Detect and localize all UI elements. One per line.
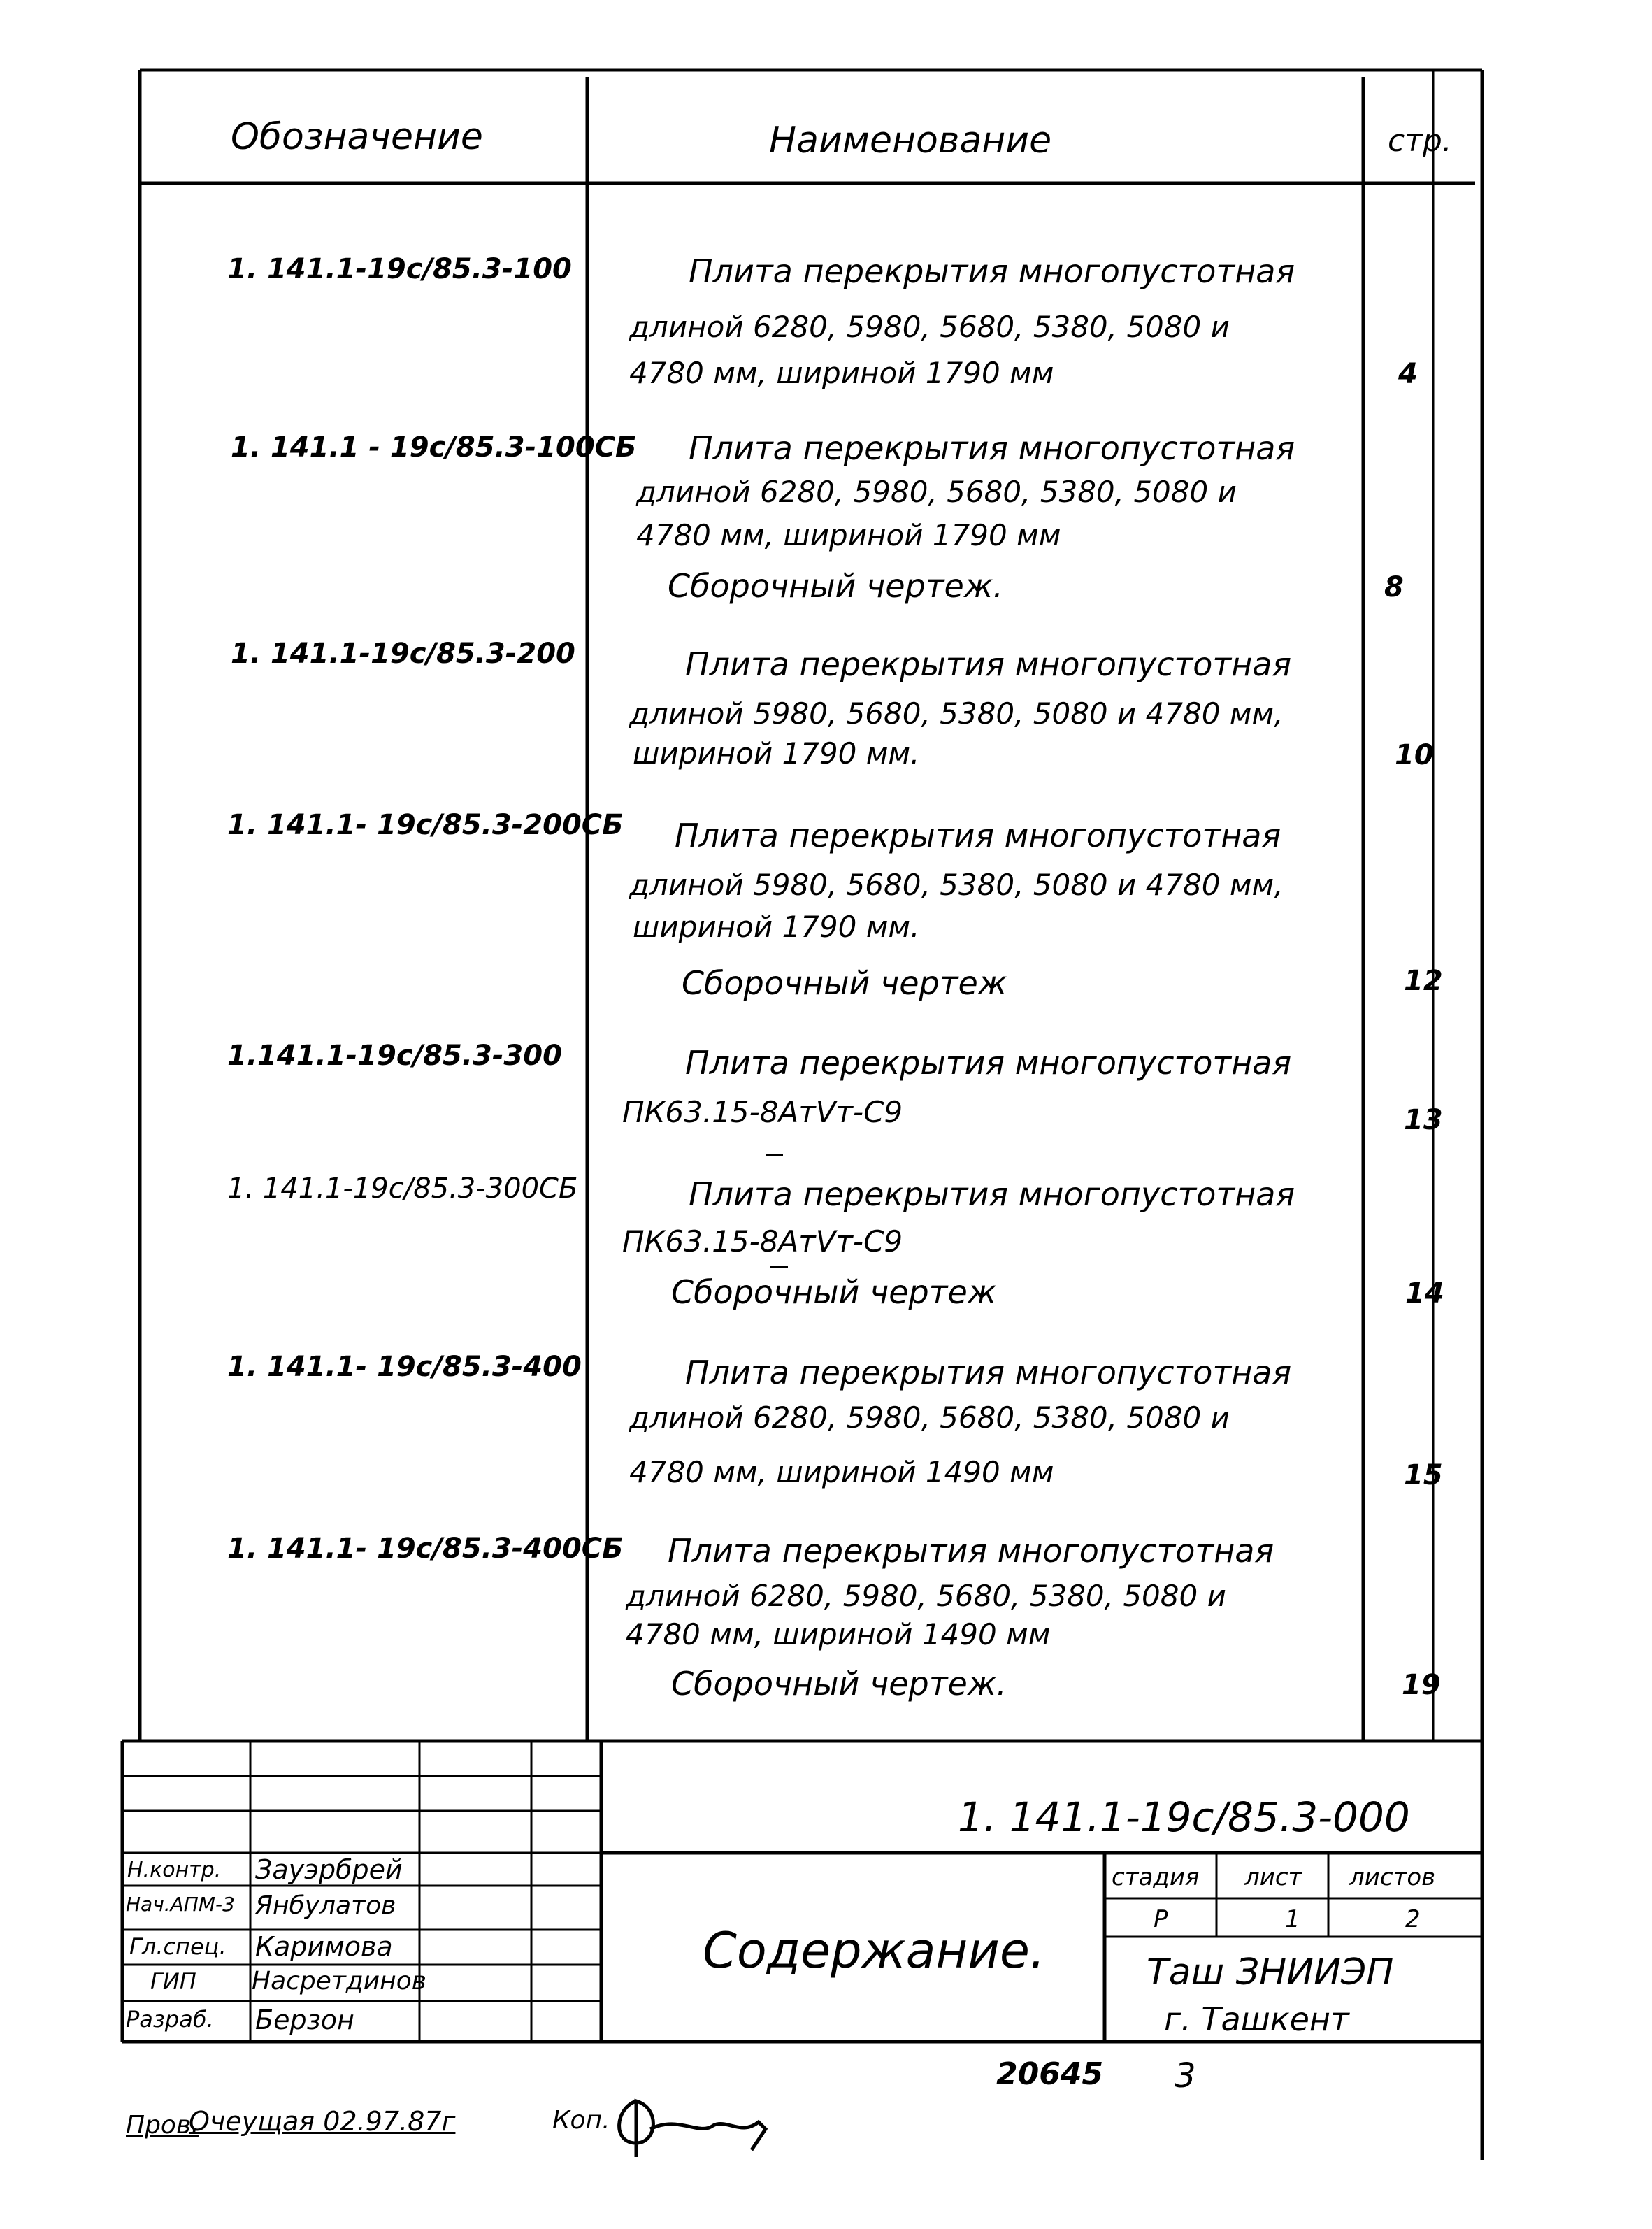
page-number: 3 (1175, 2056, 1196, 2095)
row-3-line-1: Плита перекрытия многопустотная (685, 645, 1292, 683)
row-4-line-1: Плита перекрытия многопустотная (675, 817, 1281, 854)
checked-label: Пров. (126, 2111, 199, 2140)
row-5-designation: 1.141.1-19с/85.3-300 (227, 1040, 562, 1072)
inventory-number: 20645 (996, 2056, 1104, 2092)
role-3-name: Каримова (255, 1931, 393, 1962)
row-7-page: 15 (1404, 1459, 1443, 1491)
row-8-page: 19 (1402, 1669, 1441, 1701)
row-7-designation: 1. 141.1- 19с/85.3-400 (227, 1351, 582, 1383)
row-3-line-3: шириной 1790 мм. (633, 736, 920, 771)
row-4-designation: 1. 141.1- 19с/85.3-200СБ (227, 809, 624, 841)
document-title: Содержание. (703, 1922, 1046, 1979)
role-1-name: Зауэрбрей (255, 1854, 403, 1885)
checked-value: Очеущая 02.97.87г (189, 2106, 456, 2137)
header-page: стр. (1388, 123, 1452, 159)
header-designation: Обозначение (231, 116, 483, 158)
row-1-line-1: Плита перекрытия многопустотная (689, 252, 1295, 290)
document-code: 1. 141.1-19с/85.3-000 (958, 1793, 1410, 1841)
role-1-label: Н.контр. (127, 1858, 222, 1882)
role-4-label: ГИП (150, 1968, 196, 1995)
row-1-designation: 1. 141.1-19с/85.3-100 (227, 253, 572, 285)
row-2-page: 8 (1384, 571, 1404, 603)
row-5-line-1: Плита перекрытия многопустотная (685, 1044, 1292, 1082)
row-7-line-3: 4780 мм, шириной 1490 мм (629, 1455, 1054, 1489)
sheet-value: 1 (1285, 1905, 1300, 1933)
row-3-designation: 1. 141.1-19с/85.3-200 (231, 638, 575, 670)
row-2-designation: 1. 141.1 - 19с/85.3-100СБ (231, 431, 637, 464)
sheets-label: листов (1349, 1863, 1436, 1891)
row-6-line-3: Сборочный чертеж (671, 1273, 997, 1311)
stage-label: стадия (1112, 1863, 1200, 1891)
row-6-line-2: ПК63.15-8АтVт-С9 (622, 1224, 903, 1259)
org-name: Таш ЗНИИЭП (1147, 1951, 1394, 1993)
row-3-page: 10 (1395, 739, 1434, 771)
row-4-line-4: Сборочный чертеж (682, 964, 1007, 1002)
copier-signature (608, 2087, 790, 2164)
row-4-page: 12 (1404, 965, 1443, 997)
row-8-line-3: 4780 мм, шириной 1490 мм (626, 1617, 1051, 1651)
copied-label: Коп. (552, 2106, 610, 2135)
row-1-line-3: 4780 мм, шириной 1790 мм (629, 356, 1054, 390)
row-1-page: 4 (1398, 358, 1418, 390)
row-7-line-2: длиной 6280, 5980, 5680, 5380, 5080 и (629, 1400, 1230, 1435)
row-8-designation: 1. 141.1- 19с/85.3-400СБ (227, 1533, 624, 1565)
role-3-label: Гл.спец. (129, 1933, 227, 1960)
row-8-line-2: длиной 6280, 5980, 5680, 5380, 5080 и (626, 1579, 1226, 1613)
row-4-line-2: длиной 5980, 5680, 5380, 5080 и 4780 мм, (629, 868, 1284, 902)
row-3-line-2: длиной 5980, 5680, 5380, 5080 и 4780 мм, (629, 696, 1284, 731)
row-2-line-2: длиной 6280, 5980, 5680, 5380, 5080 и (636, 475, 1237, 509)
role-2-label: Нач.АПМ-3 (126, 1893, 235, 1916)
role-5-name: Берзон (255, 2005, 354, 2035)
row-6-designation: 1. 141.1-19с/85.3-300СБ (227, 1173, 578, 1205)
row-6-page: 14 (1405, 1277, 1444, 1310)
row-4-line-3: шириной 1790 мм. (633, 910, 920, 944)
row-6-line-1: Плита перекрытия многопустотная (689, 1175, 1295, 1213)
row-2-line-3: 4780 мм, шириной 1790 мм (636, 518, 1061, 552)
row-2-line-1: Плита перекрытия многопустотная (689, 429, 1295, 467)
row-8-line-1: Плита перекрытия многопустотная (668, 1532, 1274, 1570)
role-4-name: Насретдинов (252, 1967, 426, 1995)
sheets-value: 2 (1405, 1905, 1421, 1933)
row-5-page: 13 (1404, 1104, 1443, 1136)
stage-value: Р (1154, 1905, 1168, 1933)
header-name: Наименование (769, 120, 1052, 162)
row-7-line-1: Плита перекрытия многопустотная (685, 1354, 1292, 1391)
row-1-line-2: длиной 6280, 5980, 5680, 5380, 5080 и (629, 310, 1230, 344)
role-5-label: Разраб. (126, 2006, 214, 2033)
sheet-label: лист (1244, 1863, 1302, 1891)
row-5-line-2: ПК63.15-8АтVт-С9 (622, 1095, 903, 1129)
row-2-line-4: Сборочный чертеж. (668, 567, 1003, 605)
org-city: г. Ташкент (1164, 2000, 1349, 2038)
role-2-name: Янбулатов (255, 1891, 396, 1920)
row-8-line-4: Сборочный чертеж. (671, 1665, 1007, 1703)
